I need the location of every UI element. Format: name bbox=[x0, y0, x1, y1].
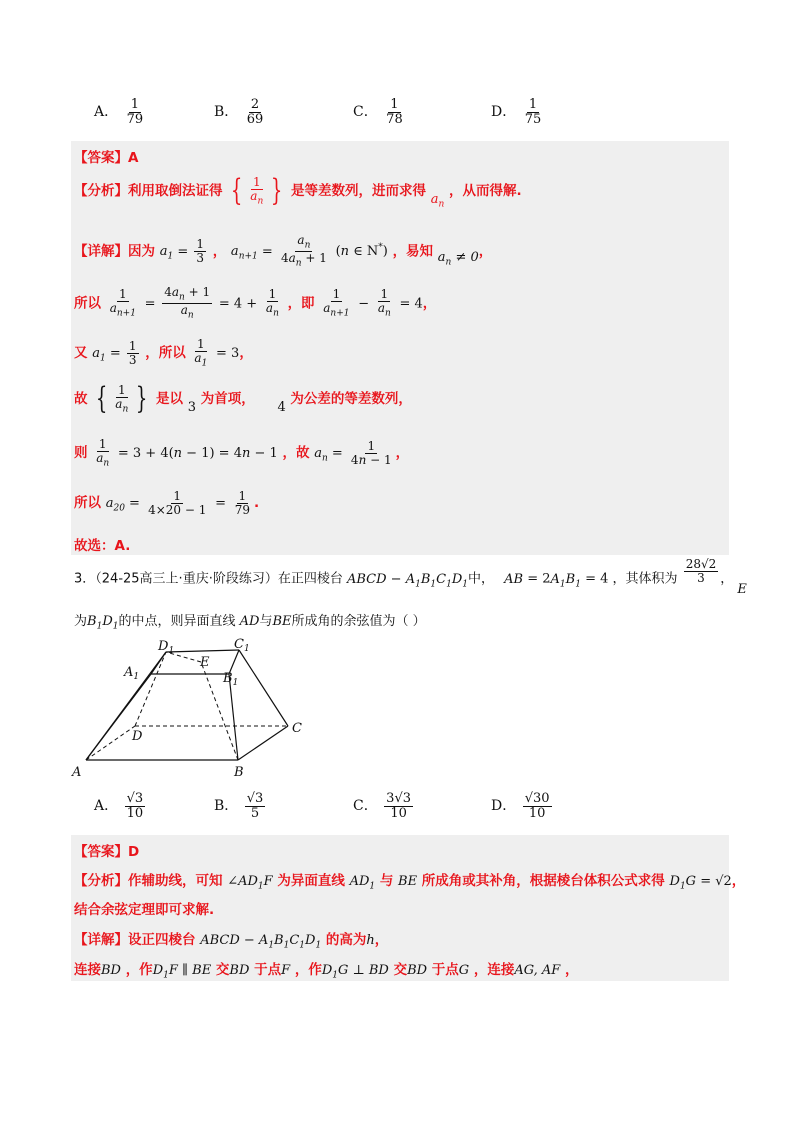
q2-detail-line1: 【详解】因为 $a_1$ = $\frac{1}{3}$ ， $a_{n+1}$ = $\frac{a_n}{4a_n + 1}$ (n ∈ N*) ，易知 $a_n \ne 0$， bbox=[74, 233, 493, 269]
label-c1: $C_1$ bbox=[234, 637, 250, 654]
label-d: D bbox=[132, 729, 143, 744]
option-label: B． bbox=[214, 104, 239, 121]
label-c: C bbox=[292, 721, 302, 736]
frustum-figure bbox=[70, 636, 310, 784]
option-label: A． bbox=[94, 104, 119, 121]
label-b: B bbox=[234, 765, 244, 780]
option-fraction: $\frac{1}{79}$ bbox=[126, 97, 144, 127]
q3-option-c bbox=[353, 792, 415, 820]
q3-option-b bbox=[214, 792, 267, 820]
option-fraction: $\frac{2}{69}$ bbox=[246, 97, 264, 127]
q2-detail-line2: 所以 $\frac{1}{a_{n+1}}$ = $\frac{4a_n + 1}{a_n}$ = 4 + $\frac{1}{a_n}$ ，即 $\frac{1}{a_{n+1}}$ − $\frac{1}{a_n}$ = 4， bbox=[74, 285, 437, 321]
edge-cc1 bbox=[239, 650, 288, 726]
label-b1: $B_1$ bbox=[223, 671, 239, 688]
option-fraction: $\frac{√3}{10}$ bbox=[126, 791, 144, 821]
q2-choose: 故选：A. bbox=[74, 538, 131, 554]
label-a: A bbox=[72, 765, 82, 780]
option-label: D． bbox=[491, 104, 517, 121]
option-fraction: $\frac{3√3}{10}$ bbox=[386, 791, 411, 821]
option-label: A． bbox=[94, 798, 119, 815]
q3-analysis-line2: 结合余弦定理即可求解. bbox=[74, 902, 215, 918]
q3-analysis-line1: 【分析】作辅助线，可知 $\angle AD_1F$ 为异面直线 $AD_1$ 与 BE 所成角或其补角，根据棱台体积公式求得 $D_1G = √2$， bbox=[74, 873, 746, 892]
option-fraction: $\frac{1}{78}$ bbox=[386, 97, 403, 127]
q2-option-d bbox=[491, 98, 545, 126]
q2-detail-line6: 所以 $a_{20}$ = $\frac{1}{4\times 20 - 1}$ = $\frac{1}{79}$ . bbox=[74, 489, 260, 517]
option-fraction: $\frac{√3}{5}$ bbox=[246, 791, 264, 821]
edge-d1c1 bbox=[166, 650, 239, 652]
option-fraction: $\frac{1}{75}$ bbox=[524, 97, 542, 127]
label-e: E bbox=[200, 655, 210, 670]
q3-detail-line1: 【详解】设正四棱台 ABCD − $A_1B_1C_1D_1$ 的高为h， bbox=[74, 932, 389, 951]
q2-option-b bbox=[214, 98, 267, 126]
q3-stem-line1: 3．（24-25高三上·重庆·阶段练习）在正四棱台 ABCD − $A_1B_1C_1D_1$中， AB = $2A_1B_1 = 4$ ，其体积为 $\frac{28√2}{3}$ ， E bbox=[74, 557, 747, 597]
edge-ad-hidden bbox=[86, 726, 135, 760]
q3-stem-line2: 为$B_1D_1$的中点，则异面直线 AD与BE所成角的余弦值为（ ） bbox=[74, 614, 426, 632]
q2-option-c bbox=[353, 98, 407, 126]
q2-option-a bbox=[94, 98, 147, 126]
q2-detail-line5: 则 $\frac{1}{a_n}$ = 3 + 4(n − 1) = 4n − 1 ，故 $a_n$ = $\frac{1}{4n - 1}$ ， bbox=[74, 437, 410, 468]
q3-detail-line2: 连接BD ，作$D_1F$ ∥ BE 交BD 于点F ，作$D_1G$ ⊥ BD 交BD 于点G ，连接AG, AF ， bbox=[74, 962, 579, 981]
q3-option-d bbox=[491, 792, 554, 820]
option-label: C． bbox=[353, 104, 378, 121]
q2-detail-line3: 又 $a_1$ = $\frac{1}{3}$ ，所以 $\frac{1}{a_1}$ = 3， bbox=[74, 337, 253, 368]
q3-answer: 【答案】D bbox=[74, 844, 140, 860]
q2-analysis: 【分析】利用取倒法证得 { $\frac{1}{a_n}$ } 是等差数列，进而求得 $a_n$ ，从而得解. bbox=[74, 173, 522, 210]
q3-option-a bbox=[94, 792, 147, 820]
q2-detail-line4: 故 { $\frac{1}{a_n}$ } 是以 3 为首项， 4 为公差的等差数列， bbox=[74, 381, 412, 417]
q2-answer: 【答案】A bbox=[74, 150, 139, 166]
label-a1: $A_1$ bbox=[124, 665, 140, 682]
edge-bc bbox=[238, 726, 288, 760]
label-d1: $D_1$ bbox=[158, 639, 175, 656]
option-fraction: $\frac{√30}{10}$ bbox=[524, 791, 550, 821]
option-label: D． bbox=[491, 798, 517, 815]
option-label: B． bbox=[214, 798, 239, 815]
option-label: C． bbox=[353, 798, 378, 815]
